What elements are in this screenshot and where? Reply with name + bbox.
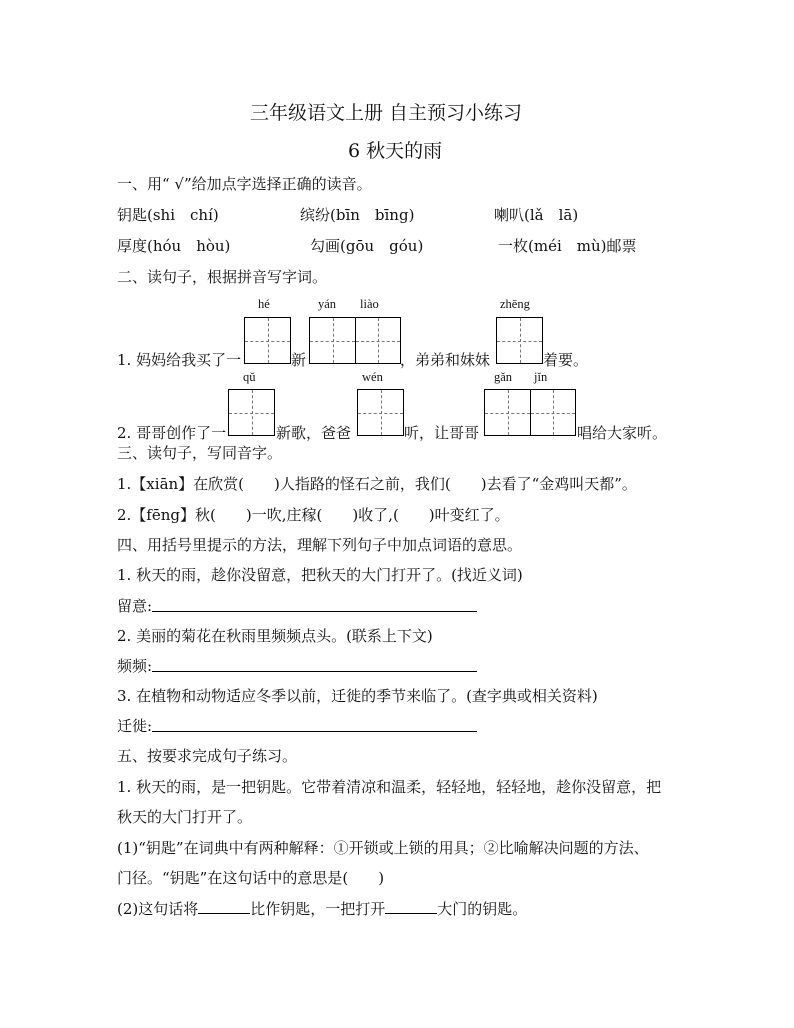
answer-line-pinpin[interactable] xyxy=(152,671,477,672)
section5-q2-part2: 比作钥匙，一把打开 xyxy=(250,900,386,918)
section1-heading: 一、用“ √”给加点字选择正确的读音。 xyxy=(117,175,372,193)
pinyin-he: hé xyxy=(258,297,270,311)
section4-q1: 1. 秋天的雨，趁你没留意，把秋天的大门打开了。(找近义词) xyxy=(117,566,523,584)
section5-passage-line2: 秋天的大门打开了。 xyxy=(117,808,253,826)
answer-line-liuyi[interactable] xyxy=(152,611,477,612)
sentence2-prefix: 2. 哥哥创作了一 xyxy=(117,424,227,442)
sentence1-mid2: ，弟弟和妹妹 xyxy=(400,351,491,369)
answer-blank[interactable] xyxy=(385,899,437,914)
pinyin-gan: gǎn xyxy=(494,370,513,384)
section3-heading: 三、读句子，写同音字。 xyxy=(117,444,283,462)
section1-item: 一枚(méi mù)邮票 xyxy=(498,237,637,255)
section5-q1-line2: 门径。“钥匙”在这句话中的意思是( ) xyxy=(117,869,385,887)
answer-blank[interactable] xyxy=(198,899,250,914)
section4-q3: 3. 在植物和动物适应冬季以前，迁徙的季节来临了。(查字典或相关资料) xyxy=(117,687,598,705)
section2-heading: 二、读句子，根据拼音写字词。 xyxy=(117,268,328,286)
answer-line-qianxi[interactable] xyxy=(152,731,477,732)
sentence1-mid1: 新 xyxy=(291,351,307,369)
sentence2-mid1: 新歌，爸爸 xyxy=(276,424,352,442)
section1-item: 钥匙(shi chí) xyxy=(117,206,219,224)
writing-grid-qu[interactable] xyxy=(228,389,275,436)
sentence2-mid2: 听，让哥哥 xyxy=(404,424,480,442)
writing-grid-ganjin[interactable] xyxy=(484,389,576,436)
section3-item: 2.【fēng】秋( )一吹,庄稼( )收了,( )叶变红了。 xyxy=(117,506,510,524)
lesson-title: 6 秋天的雨 xyxy=(348,140,443,162)
section1-item: 缤纷(bīn bīng) xyxy=(300,206,415,224)
section5-heading: 五、按要求完成句子练习。 xyxy=(117,747,298,765)
section5-q2 xyxy=(117,899,527,919)
sentence2-suffix: 唱给大家听。 xyxy=(577,424,668,442)
pinyin-zheng: zhēng xyxy=(500,297,530,311)
sentence1-prefix: 1. 妈妈给我买了一 xyxy=(117,351,242,369)
pinyin-yan: yán xyxy=(318,297,337,311)
pinyin-jin: jǐn xyxy=(534,370,548,384)
pinyin-wen: wén xyxy=(362,370,383,384)
section4-q2: 2. 美丽的菊花在秋雨里频频点头。(联系上下文) xyxy=(117,627,433,645)
section1-item: 厚度(hóu hòu) xyxy=(117,237,231,255)
section4-heading: 四、用括号里提示的方法，理解下列句子中加点词语的意思。 xyxy=(117,536,523,554)
section5-q1-line1: (1)“钥匙”在词典中有两种解释：①开锁或上锁的用具；②比喻解决问题的方法、 xyxy=(117,839,649,857)
section3-item: 1.【xiān】在欣赏( )人指路的怪石之前，我们( )去看了“金鸡叫天都”。 xyxy=(117,475,637,493)
section5-passage-line1: 1. 秋天的雨，是一把钥匙。它带着清凉和温柔，轻轻地，轻轻地，趁你没留意，把 xyxy=(117,778,662,796)
section4-a2-label: 频频: xyxy=(117,657,153,675)
writing-grid-wen[interactable] xyxy=(357,389,404,436)
writing-grid-he[interactable] xyxy=(244,317,291,364)
section4-a1-label: 留意: xyxy=(117,597,153,615)
writing-grid-yanliao[interactable] xyxy=(309,317,401,364)
section1-item: 喇叭(lǎ lā) xyxy=(494,206,579,224)
section4-a3-label: 迁徙: xyxy=(117,717,153,735)
pinyin-qu: qǔ xyxy=(243,370,256,384)
worksheet-title: 三年级语文上册 自主预习小练习 xyxy=(250,102,523,124)
section1-item: 勾画(gōu góu) xyxy=(310,237,424,255)
sentence1-suffix: 着要。 xyxy=(543,351,589,369)
section5-q2-part3: 大门的钥匙。 xyxy=(437,900,528,918)
section5-q2-part1: (2)这句话将 xyxy=(117,900,199,918)
pinyin-liao: liào xyxy=(360,297,379,311)
writing-grid-zheng[interactable] xyxy=(496,317,543,364)
